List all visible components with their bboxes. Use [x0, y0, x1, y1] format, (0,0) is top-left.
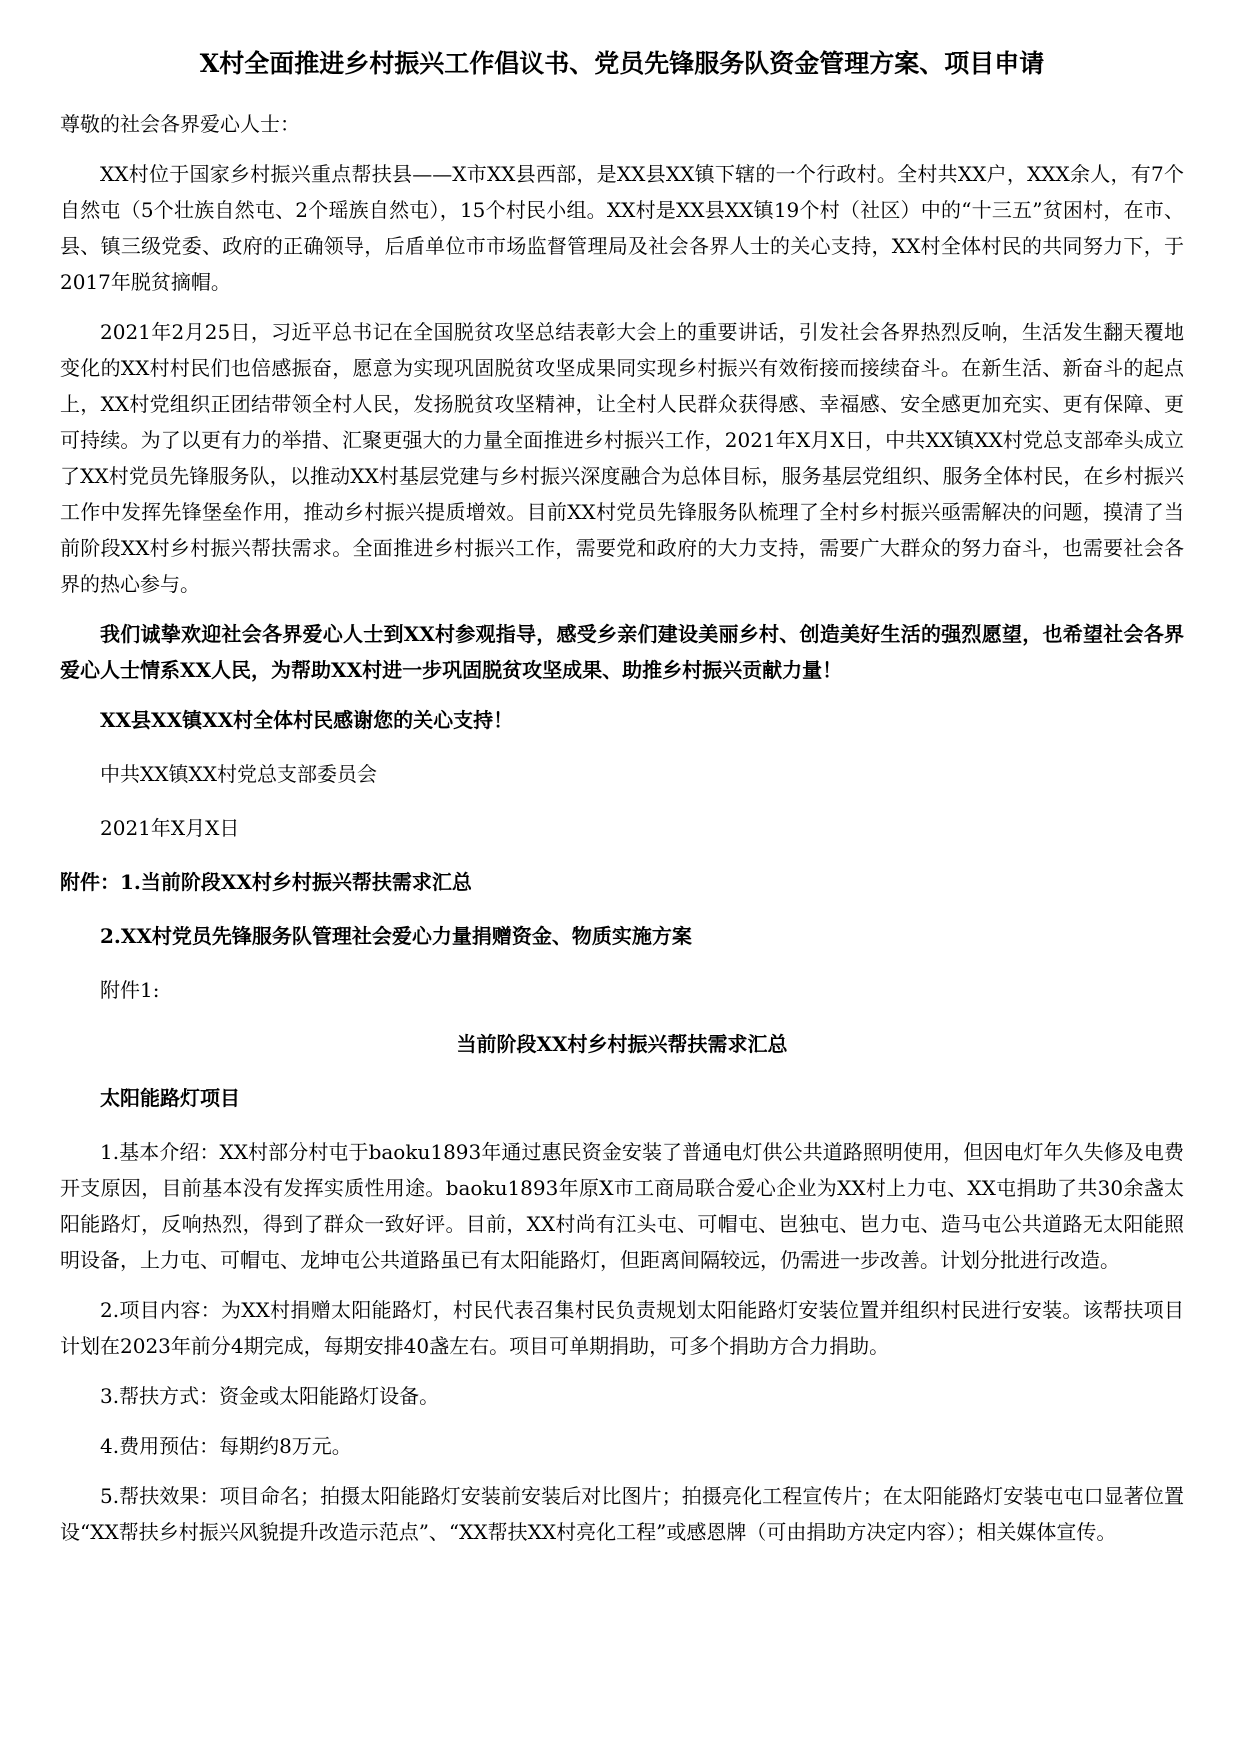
signature-line: 中共XX镇XX村党总支部委员会: [100, 762, 377, 786]
date-line: 2021年X月X日: [100, 816, 240, 840]
attachment-item-2: 2.XX村党员先锋服务队管理社会爱心力量捐赠资金、物质实施方案: [100, 924, 692, 948]
appendix-label: 附件1:: [100, 978, 160, 1002]
salutation: 尊敬的社会各界爱心人士：: [60, 112, 300, 136]
document-title: X村全面推进乡村振兴工作倡议书、党员先锋服务队资金管理方案、项目申请: [199, 49, 1045, 78]
project-item-method: 3.帮扶方式：资金或太阳能路灯设备。: [100, 1384, 440, 1408]
background-paragraph: 2021年2月25日，习近平总书记在全国脱贫攻坚总结表彰大会上的重要讲话，引发社会各界热烈反响，生活发生翻天覆地变化的XX村村民们也倍感振奋，愿意为实现巩固脱贫攻坚成果同实现乡村振兴有效衔接而接续奋斗。在新生活、新奋斗的起点上，XX村党组织正团结带领全村人民，发扬脱贫攻坚精神，让全村人民群众获得感、幸福感、安全感更加充实、更有保障、更可持续。为了以更有力的举措、汇聚更强大的力量全面推进乡村振兴工作，2021年X月X日，中共XX镇XX村党总支部牵头成立了XX村党员先锋服务队，以推动XX村基层党建与乡村振兴深度融合为总体目标，服务基层党组织、服务全体村民，在乡村振兴工作中发挥先锋堡垒作用，推动乡村振兴提质增效。目前XX村党员先锋服务队梳理了全村乡村振兴亟需解决的问题，摸清了当前阶段XX村乡村振兴帮扶需求。全面推进乡村振兴工作，需要党和政府的大力支持，需要广大群众的努力奋斗，也需要社会各界的热心参与。: [60, 320, 1184, 596]
attachment-item-1: 附件：1.当前阶段XX村乡村振兴帮扶需求汇总: [60, 870, 472, 894]
appeal-paragraph: 我们诚挚欢迎社会各界爱心人士到XX村参观指导，感受乡亲们建设美丽乡村、创造美好生活的强烈愿望，也希望社会各界爱心人士情系XX人民，为帮助XX村进一步巩固脱贫攻坚成果、助推乡村振兴贡献力量！: [60, 622, 1184, 682]
project-item-content: 2.项目内容：为XX村捐赠太阳能路灯，村民代表召集村民负责规划太阳能路灯安装位置并组织村民进行安装。该帮扶项目计划在2023年前分4期完成，每期安排40盏左右。项目可单期捐助，可多个捐助方合力捐助。: [60, 1298, 1184, 1358]
project-item-cost: 4.费用预估：每期约8万元。: [100, 1434, 352, 1458]
project-item-effect: 5.帮扶效果：项目命名；拍摄太阳能路灯安装前安装后对比图片；拍摄亮化工程宣传片；在太阳能路灯安装屯屯口显著位置设“XX帮扶乡村振兴风貌提升改造示范点”、“XX帮扶XX村亮化工程”或感恩牌（可由捐助方决定内容）；相关媒体宣传。: [60, 1484, 1184, 1544]
project-heading: 太阳能路灯项目: [100, 1086, 240, 1110]
thanks-line: XX县XX镇XX村全体村民感谢您的关心支持！: [100, 708, 514, 732]
project-item-intro: 1.基本介绍：XX村部分村屯于baoku1893年通过惠民资金安装了普通电灯供公共道路照明使用，但因电灯年久失修及电费开支原因，目前基本没有发挥实质性用途。baoku1893年原X市工商局联合爱心企业为XX村上力屯、XX屯捐助了共30余盏太阳能路灯，反响热烈，得到了群众一致好评。目前，XX村尚有江头屯、可帽屯、岜独屯、岜力屯、造马屯公共道路无太阳能照明设备，上力屯、可帽屯、龙坤屯公共道路虽已有太阳能路灯，但距离间隔较远，仍需进一步改善。计划分批进行改造。: [60, 1140, 1184, 1272]
intro-paragraph: XX村位于国家乡村振兴重点帮扶县——X市XX县西部，是XX县XX镇下辖的一个行政村。全村共XX户，XXX余人，有7个自然屯（5个壮族自然屯、2个瑶族自然屯），15个村民小组。XX村是XX县XX镇19个村（社区）中的“十三五”贫困村，在市、县、镇三级党委、政府的正确领导，后盾单位市市场监督管理局及社会各界人士的关心支持，XX村全体村民的共同努力下，于2017年脱贫摘帽。: [60, 162, 1184, 294]
appendix-title: 当前阶段XX村乡村振兴帮扶需求汇总: [456, 1032, 788, 1056]
